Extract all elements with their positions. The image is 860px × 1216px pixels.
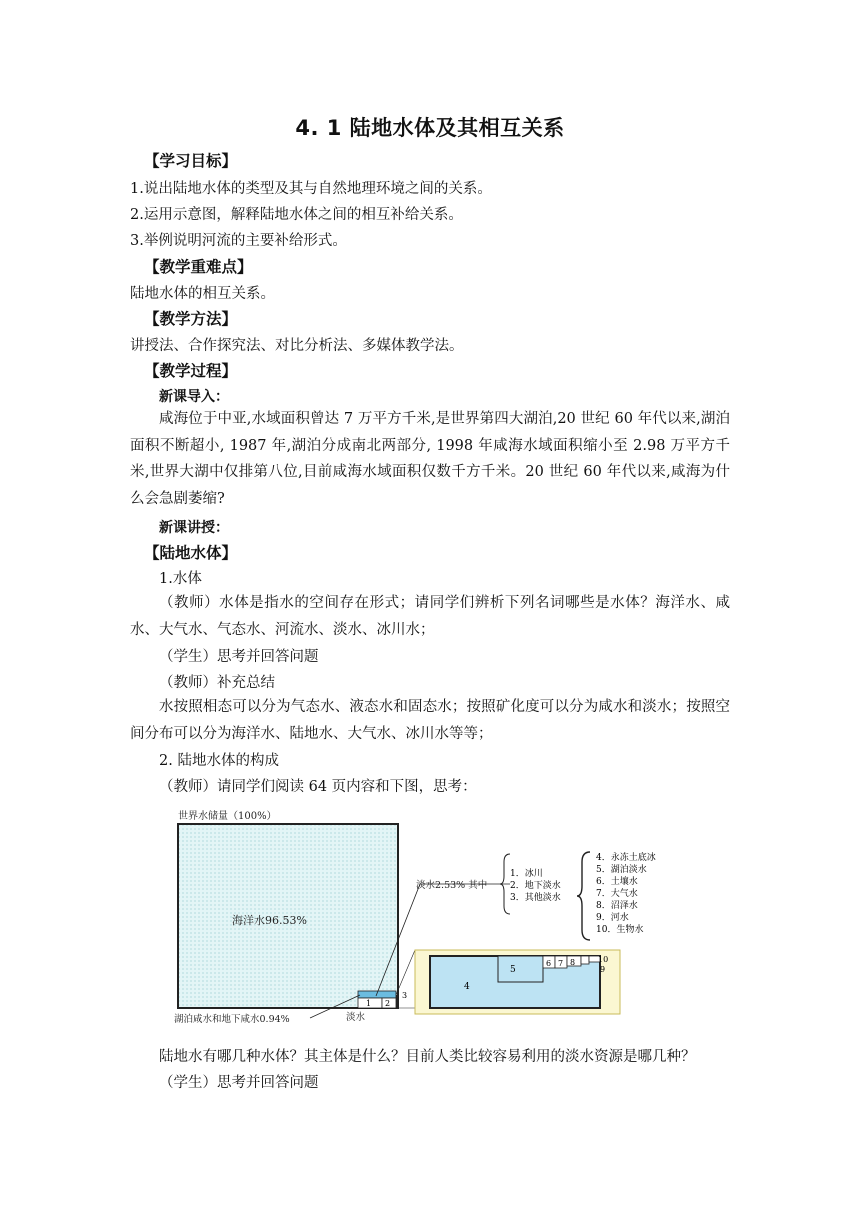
- objectives-heading: 【学习目标】: [144, 152, 238, 170]
- keypoints-heading: 【教学重难点】: [144, 258, 253, 276]
- fresh-pct-label: 淡水2.53% 其中: [416, 880, 488, 891]
- inset-box-label: 8: [570, 958, 576, 967]
- teacher-summary-label: （教师）补充总结: [159, 675, 275, 691]
- methods-heading: 【教学方法】: [144, 310, 238, 328]
- page-title: 4. 1 陆地水体及其相互关系: [295, 116, 565, 140]
- intro-paragraph: 咸海位于中亚,水域面积曾达 7 万平方千米,是世界第四大湖泊,20 世纪 60 年代以来,湖泊面积不断超小, 1987 年,湖泊分成南北两部分, 1998 年咸海水域面积缩小至 2.98 万平方千米,世界大湖中仅排第八位,目前咸海水域面积仅数千方千米。20 世纪 60 年代以来,咸海为什么会急剧萎缩?: [130, 411, 730, 507]
- inset-box-label: 5: [510, 965, 516, 975]
- saline-label: 湖泊咸水和地下咸水0.94%: [174, 1014, 290, 1025]
- inset-box-label: 6: [546, 959, 552, 968]
- objective-item: 3.举例说明河流的主要补给形式。: [130, 233, 347, 249]
- fresh-box-label: 2: [385, 999, 391, 1008]
- fresh-label: 淡水: [346, 1012, 366, 1023]
- world-water-figure: [170, 808, 720, 1030]
- fresh-item: 1．冰川: [510, 869, 543, 879]
- water-distribution-diagram: [170, 808, 720, 1030]
- other-item: 6．土壤水: [596, 877, 638, 887]
- fresh-item: 2．地下淡水: [510, 881, 561, 891]
- other-item: 5．湖泊淡水: [596, 865, 647, 875]
- fresh-item: 3．其他淡水: [510, 893, 561, 903]
- teacher-instruction: （教师）请同学们阅读 64 页内容和下图，思考：: [159, 779, 477, 795]
- inset-box-label: 7: [558, 959, 564, 968]
- brace-other: [577, 852, 590, 940]
- other-item: 7．大气水: [596, 889, 638, 899]
- other-item: 10．生物水: [596, 925, 644, 935]
- inset-box-9: [581, 956, 589, 964]
- item-2-title: 2. 陆地水体的构成: [159, 753, 279, 769]
- teacher-question-1: （教师）水体是指水的空间存在形式；请同学们辨析下列名词哪些是水体？海洋水、咸水、大气水、气态水、河流水、淡水、冰川水；: [130, 595, 730, 638]
- objective-item: 2.运用示意图，解释陆地水体之间的相互补给关系。: [130, 207, 463, 223]
- other-item: 8．沼泽水: [596, 901, 638, 911]
- student-answer-1: （学生）思考并回答问题: [159, 649, 319, 665]
- fresh-box-label: 1: [366, 999, 372, 1008]
- fresh-box-3: [396, 995, 399, 1008]
- inset-box-label: 9: [600, 965, 606, 974]
- inset-box-5: [498, 956, 543, 982]
- item-1-title: 1.水体: [159, 571, 202, 587]
- summary-paragraph: 水按照相态可以分为气态水、液态水和固态水；按照矿化度可以分为咸水和淡水；按照空间分布可以分为海洋水、陆地水、大气水、冰川水等等；: [130, 699, 730, 742]
- other-item: 4．永冻土底冰: [596, 853, 656, 863]
- process-heading: 【教学过程】: [144, 362, 238, 380]
- student-answer-2: （学生）思考并回答问题: [159, 1075, 319, 1091]
- inset-box-label: 4: [464, 982, 470, 992]
- inset-box-label: 10: [598, 955, 609, 964]
- methods-text: 讲授法、合作探究法、对比分析法、多媒体教学法。: [130, 338, 464, 354]
- question-2: 陆地水有哪几种水体？其主体是什么？目前人类比较容易利用的淡水资源是哪几种？: [159, 1049, 696, 1065]
- ocean-label: 海洋水96.53%: [232, 914, 307, 927]
- intro-heading: 新课导入：: [159, 389, 229, 405]
- fresh-box-label: 3: [402, 991, 408, 1000]
- world-total-label: 世界水储量（100%）: [178, 811, 277, 822]
- lecture-heading: 新课讲授：: [159, 520, 229, 536]
- objective-item: 1.说出陆地水体的类型及其与自然地理环境之间的关系。: [130, 181, 492, 197]
- keypoints-text: 陆地水体的相互关系。: [130, 286, 275, 302]
- land-water-heading: 【陆地水体】: [144, 544, 238, 562]
- other-item: 9．河水: [596, 913, 629, 923]
